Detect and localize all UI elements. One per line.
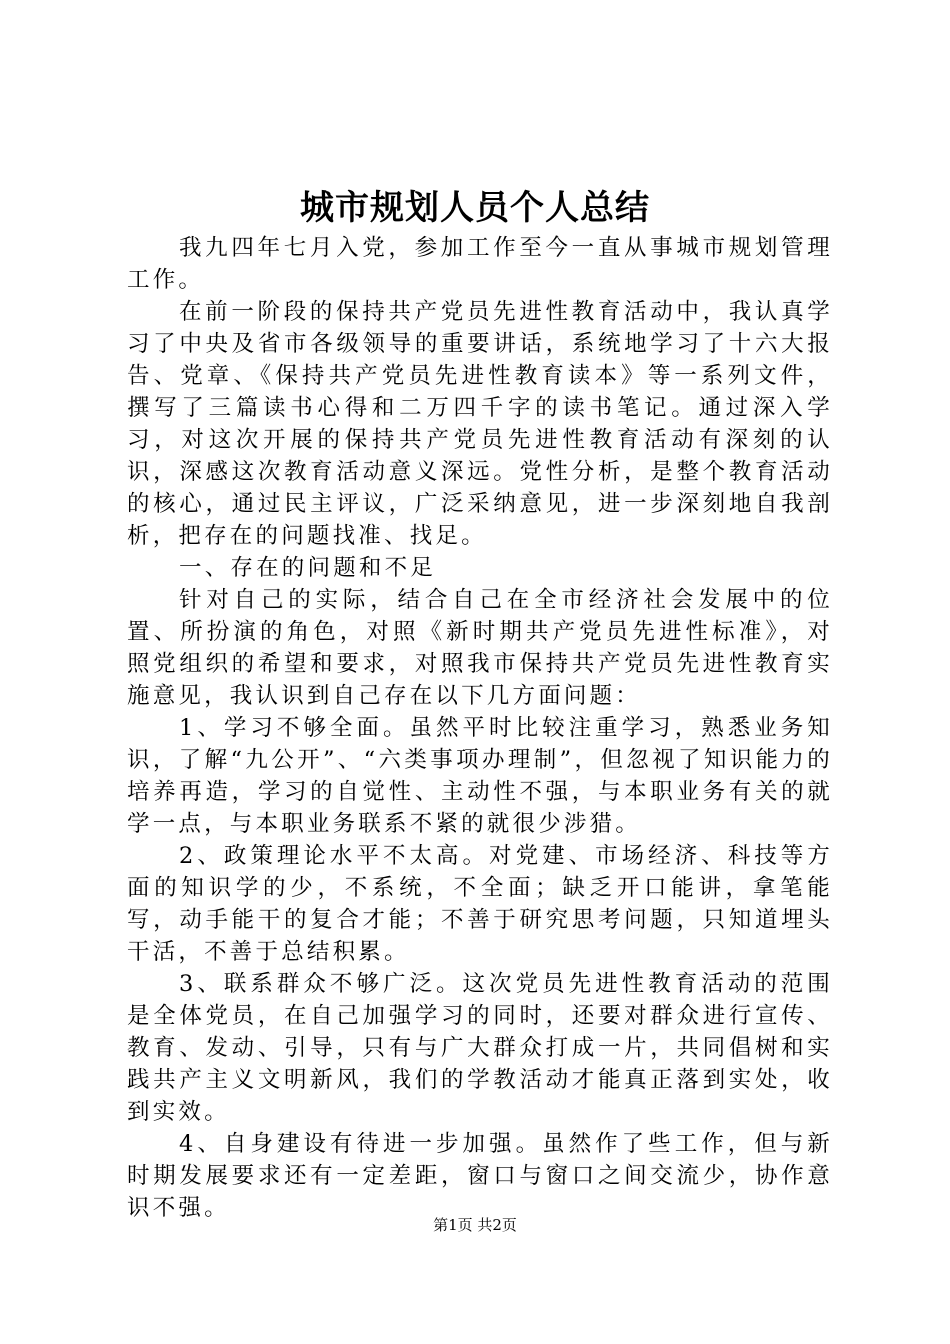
paragraph-item-3: 3、联系群众不够广泛。这次党员先进性教育活动的范围是全体党员，在自己加强学习的同时，还要对群众进行宣传、教育、发动、引导，只有与广大群众打成一片，共同倡树和实践共产主义文明新风，我们的学教活动才能真正落到实处，收到实效。 <box>127 971 833 1125</box>
paragraph-item-4: 4、自身建设有待进一步加强。虽然作了些工作，但与新时期发展要求还有一定差距，窗口与窗口之间交流少，协作意识不强。 <box>127 1131 833 1221</box>
page-number-footer: 第1页 共2页 <box>433 1216 517 1234</box>
paragraph-item-1: 1、学习不够全面。虽然平时比较注重学习，熟悉业务知识，了解“九公开”、“六类事项办理制”，但忽视了知识能力的培养再造，学习的自觉性、主动性不强，与本职业务有关的就学一点，与本职业务联系不紧的就很少涉猎。 <box>127 715 833 837</box>
paragraph-intro: 我九四年七月入党，参加工作至今一直从事城市规划管理工作。 <box>127 235 833 293</box>
paragraph-item-2: 2、政策理论水平不太高。对党建、市场经济、科技等方面的知识学的少，不系统，不全面；缺乏开口能讲，拿笔能写，动手能干的复合才能；不善于研究思考问题，只知道埋头干活，不善于总结积累。 <box>127 843 833 965</box>
document-body <box>127 232 833 1224</box>
paragraph-study: 在前一阶段的保持共产党员先进性教育活动中，我认真学习了中央及省市各级领导的重要讲话，系统地学习了十六大报告、党章、《保持共产党员先进性教育读本》等一系列文件，撰写了三篇读书心得和二万四千字的读书笔记。通过深入学习，对这次开展的保持共产党员先进性教育活动有深刻的认识，深感这次教育活动意义深远。党性分析，是整个教育活动的核心，通过民主评议，广泛采纳意见，进一步深刻地自我剖析，把存在的问题找准、找足。 <box>127 299 833 549</box>
document-title: 城市规划人员个人总结 <box>300 188 650 228</box>
paragraph-self-assessment: 针对自己的实际，结合自己在全市经济社会发展中的位置、所扮演的角色，对照《新时期共产党员先进性标准》，对照党组织的希望和要求，对照我市保持共产党员先进性教育实施意见，我认识到自己存在以下几方面问题： <box>127 587 833 709</box>
section-heading-problems: 一、存在的问题和不足 <box>179 555 437 581</box>
